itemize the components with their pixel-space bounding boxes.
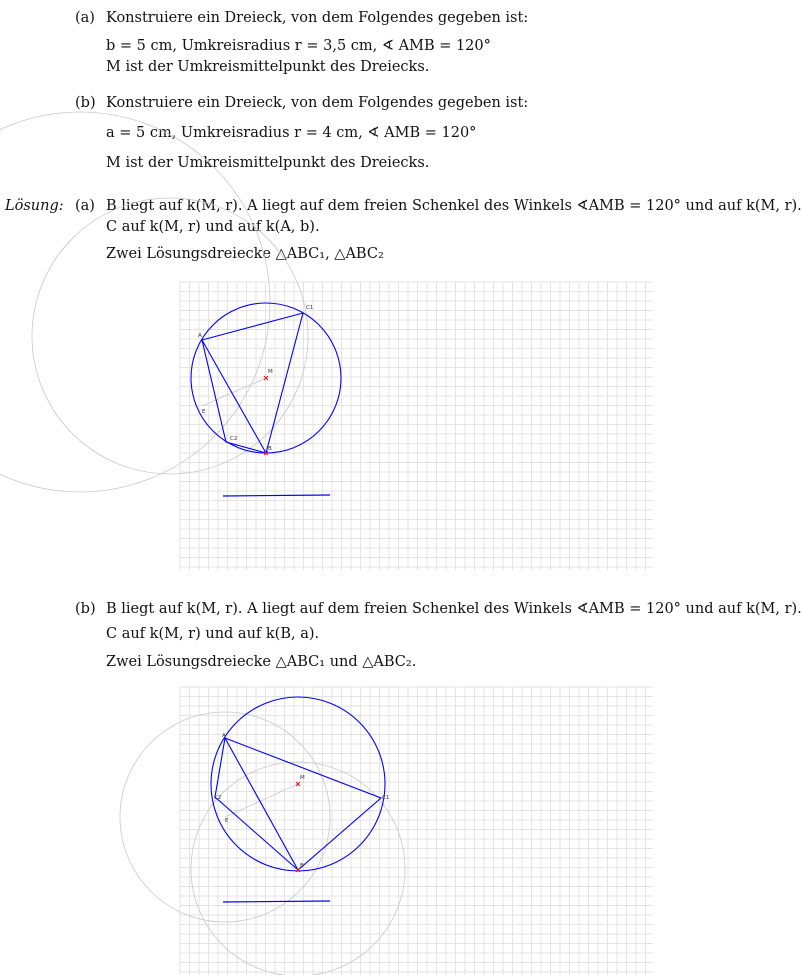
solution-b-line1: B liegt auf k(M, r). A liegt auf dem freien Schenkel des Winkels ∢AMB = 120° und auf k(M, r). [106, 601, 802, 617]
task-b-label: (b) [75, 95, 96, 111]
task-b-line1: Konstruiere ein Dreieck, von dem Folgendes gegeben ist: [106, 95, 529, 111]
solution-b-line3: Zwei Lösungsdreiecke △ABC₁ und △ABC₂. [106, 654, 417, 670]
task-a-given: b = 5 cm, Umkreisradius r = 3,5 cm, ∢ AMB = 120° [106, 38, 491, 54]
construction-figure-b [180, 687, 653, 975]
point-c2-b: C2 [214, 795, 222, 801]
task-b-given: a = 5 cm, Umkreisradius r = 4 cm, ∢ AMB = 120° [106, 125, 477, 141]
point-b-a: B [268, 446, 272, 452]
solution-a-line1: B liegt auf k(M, r). A liegt auf dem freien Schenkel des Winkels ∢AMB = 120° und auf k(M, r). [106, 198, 802, 214]
point-b-b: B [300, 863, 304, 869]
point-a-b: A [222, 733, 226, 739]
solution-a-line2: C auf k(M, r) und auf k(A, b). [106, 219, 320, 235]
point-c1-b: C1 [382, 795, 390, 801]
segment-a-b [223, 901, 330, 902]
triangle-abc1-a [202, 313, 303, 453]
solution-heading: Lösung: [5, 198, 64, 214]
task-b-line3: M ist der Umkreismittelpunkt des Dreiecks. [106, 155, 430, 171]
segment-b-a [223, 495, 330, 496]
point-e-a: E [202, 409, 206, 415]
point-c1-a: C1 [306, 305, 314, 311]
solution-b-label: (b) [75, 601, 96, 617]
task-a-line3: M ist der Umkreismittelpunkt des Dreiecks. [106, 59, 430, 75]
point-a-a: A [198, 333, 202, 339]
point-m-b: M [300, 775, 305, 781]
point-c2-a: C2 [230, 436, 238, 442]
grid-b [180, 687, 653, 975]
solution-a-line3: Zwei Lösungsdreiecke △ABC₁, △ABC₂ [106, 246, 384, 262]
point-m-a: M [268, 369, 273, 375]
solution-b-line2: C auf k(M, r) und auf k(B, a). [106, 626, 320, 642]
task-a-label: (a) [75, 10, 95, 26]
point-e-b: E [225, 818, 229, 824]
construction-figure-a [180, 282, 653, 570]
task-a-line1: Konstruiere ein Dreieck, von dem Folgendes gegeben ist: [106, 10, 529, 26]
solution-a-label: (a) [75, 198, 95, 214]
